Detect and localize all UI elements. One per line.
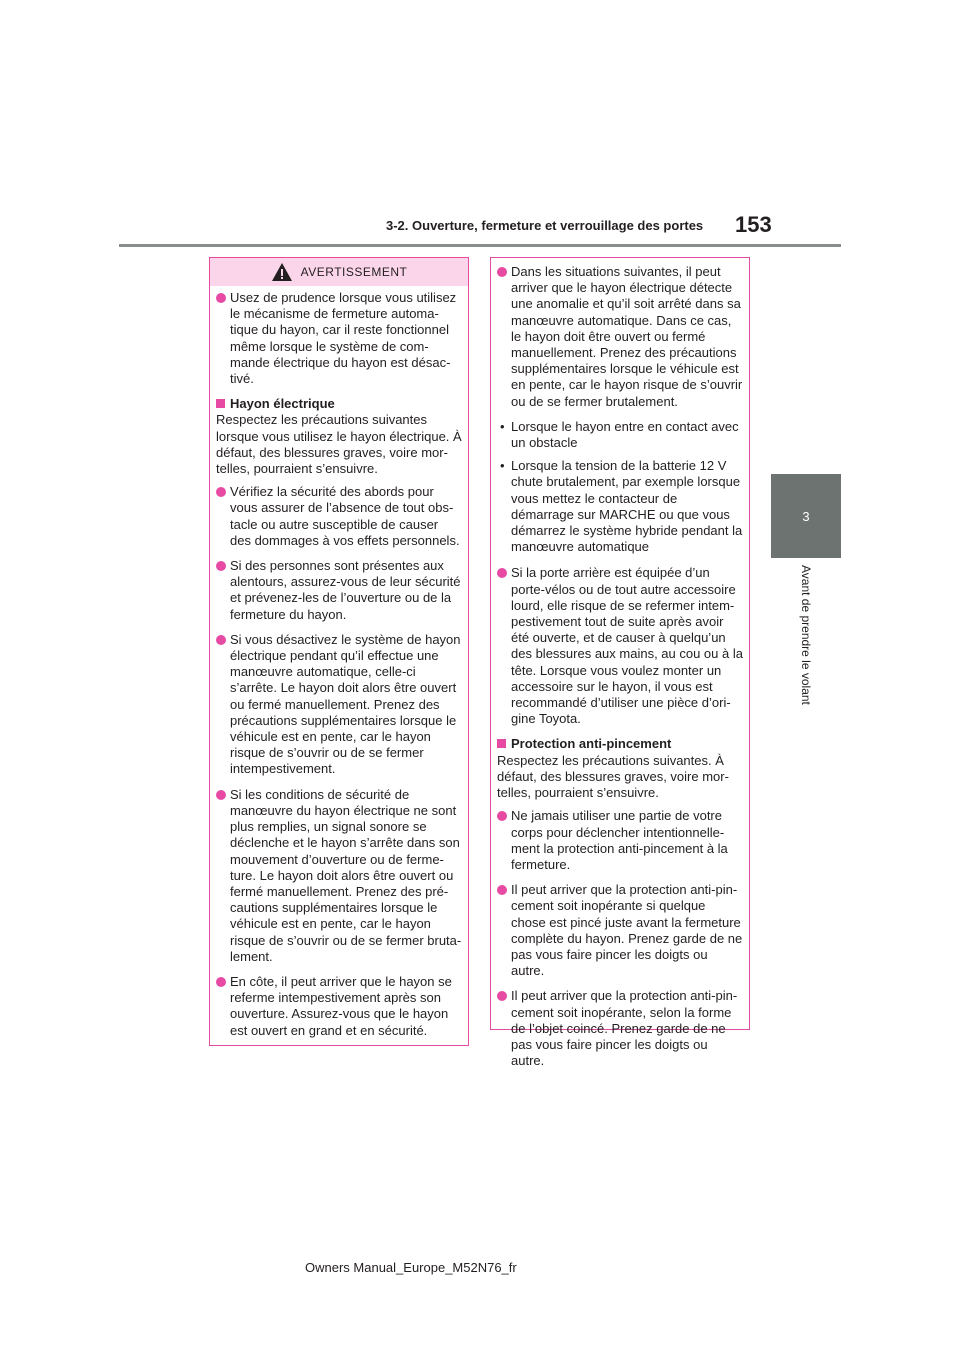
sub-bullet-mark: •	[500, 458, 505, 474]
section-title: 3-2. Ouverture, fermeture et verrouillage des portes	[386, 218, 704, 233]
warning-box-left	[209, 257, 469, 1046]
section-heading-text: Protection anti-pincement	[511, 736, 672, 752]
sub-list-item	[497, 419, 743, 451]
page-number: 153	[735, 212, 772, 237]
list-item	[216, 558, 462, 623]
section-heading	[497, 736, 743, 752]
list-item	[216, 484, 462, 549]
bullet-text: Si la porte arrière est équipée d’un porte-vélos ou de tout autre accessoire lourd, elle risque de se refermer intem-pestivement tout de suite après avoir été ouverte, et de causer à quelqu’un des blessures aux mains, au cou ou à la tête. Lorsque vous voulez monter un accessoire sur le hayon, il vous est recommandé d’utiliser une pièce d’ori-gine Toyota.	[511, 565, 743, 727]
bullet-dot	[216, 293, 226, 303]
bullet-dot	[216, 977, 226, 987]
chapter-number: 3	[802, 508, 810, 524]
section-square	[497, 739, 506, 748]
bullet-text: Dans les situations suivantes, il peut arriver que le hayon électrique détecte une anomalie et qu’il soit arrêté dans sa manœuvre automatique. Dans ce cas, le hayon doit être ouvert ou fermé manuellement. Prenez des précautions supplémentaires lorsque le véhicule est en pente, car le hayon risque de s’ouvrir ou de se fermer brutalement.	[511, 264, 743, 409]
sub-item-text: Lorsque le hayon entre en contact avec un obstacle	[511, 418, 739, 451]
bullet-text: Si des personnes sont présentes aux alentours, assurez-vous de leur sécurité et prévenez-les de l’ouverture ou de la fermeture du hayon.	[230, 558, 461, 622]
footer-text: Owners Manual_Europe_M52N76_fr	[305, 1260, 517, 1275]
warning-header	[210, 258, 468, 286]
header-rule	[119, 244, 841, 247]
bullet-dot	[216, 561, 226, 571]
sub-list-item	[497, 458, 743, 555]
bullet-text: Si vous désactivez le système de hayon électrique pendant qu’il effectue une manœuvre automatique, celle-ci s’arrête. Le hayon doit alors être ouvert ou fermé manuellement. Prenez des précautions supplémentaires lorsque le véhicule est en pente, car le hayon risque de s’ouvrir ou de se fermer intempestivement.	[230, 631, 461, 777]
bullet-dot	[497, 811, 507, 821]
bullet-text: En côte, il peut arriver que le hayon se referme intempestivement après son ouverture. Assurez-vous que le hayon est ouvert en grand et en sécurité.	[230, 973, 452, 1038]
list-item	[497, 565, 743, 727]
section-paragraph: Respectez les précautions suivantes lorsque vous utilisez le hayon électrique. À défaut, des blessures graves, voire mor-telles, pourraient s’ensuivre.	[216, 412, 462, 477]
list-item	[497, 882, 743, 979]
section-paragraph: Respectez les précautions suivantes. À défaut, des blessures graves, voire mor-telles, pourraient s’ensuivre.	[497, 752, 729, 801]
sub-item-text: Lorsque la tension de la batterie 12 V chute brutalement, par exemple lorsque vous mettez le contacteur de démarrage sur MARCHE ou que vous démarrez le système hybride pendant la manœuvre automatique	[511, 458, 743, 555]
sub-bullet-mark: •	[500, 418, 505, 434]
bullet-dot	[497, 885, 507, 895]
list-item	[497, 808, 743, 873]
bullet-text: Il peut arriver que la protection anti-pin-cement soit inopérante, selon la forme de l’objet coincé. Prenez garde de ne pas vous faire pincer les doigts ou autre.	[511, 988, 738, 1069]
list-item	[497, 264, 743, 410]
section-heading-text: Hayon électrique	[230, 396, 335, 412]
chapter-title: Avant de prendre le volant	[799, 565, 813, 705]
bullet-text: Ne jamais utiliser une partie de votre corps pour déclencher intentionnelle-ment la protection anti-pincement à la fermeture.	[511, 808, 728, 872]
bullet-dot	[216, 487, 226, 497]
section-heading	[216, 396, 462, 412]
list-item	[497, 988, 743, 1069]
warning-triangle-icon	[271, 262, 293, 282]
bullet-text: Usez de prudence lorsque vous utilisez le mécanisme de fermeture automa-tique du hayon, car il reste fonctionnel même lorsque le système de com-mande électrique du hayon est désac-tivé.	[230, 290, 457, 387]
bullet-text: Si les conditions de sécurité de manœuvre du hayon électrique ne sont plus remplies, un signal sonore se déclenche et le hayon s’arrête dans son mouvement d’ouverture ou de ferme-ture. Le hayon doit alors être ouvert ou fermé manuellement. Prenez des pré-cautions supplémentaires lorsque le véhicule est en pente, car le hayon risque de s’ouvrir ou de se fermer bruta-lement.	[230, 786, 462, 964]
section-square	[216, 399, 225, 408]
warning-box-right	[490, 257, 750, 1069]
chapter-tab[interactable]	[771, 474, 841, 558]
bullet-dot	[497, 991, 507, 1001]
list-item	[216, 787, 462, 965]
bullet-dot	[497, 267, 507, 277]
warning-label: AVERTISSEMENT	[300, 264, 408, 279]
list-item	[216, 974, 462, 1039]
bullet-dot	[216, 635, 226, 645]
list-item	[216, 632, 462, 778]
list-item	[216, 290, 462, 387]
bullet-dot	[216, 790, 226, 800]
bullet-dot	[497, 568, 507, 578]
bullet-text: Il peut arriver que la protection anti-pin-cement soit inopérante si quelque chose est pincé juste avant la fermeture complète du hayon. Prenez garde de ne pas vous faire pincer les doigts ou autre.	[511, 882, 743, 979]
bullet-text: Vérifiez la sécurité des abords pour vous assurer de l’absence de tout obs-tacle ou autre susceptible de causer des dommages à vos effets personnels.	[230, 484, 460, 548]
